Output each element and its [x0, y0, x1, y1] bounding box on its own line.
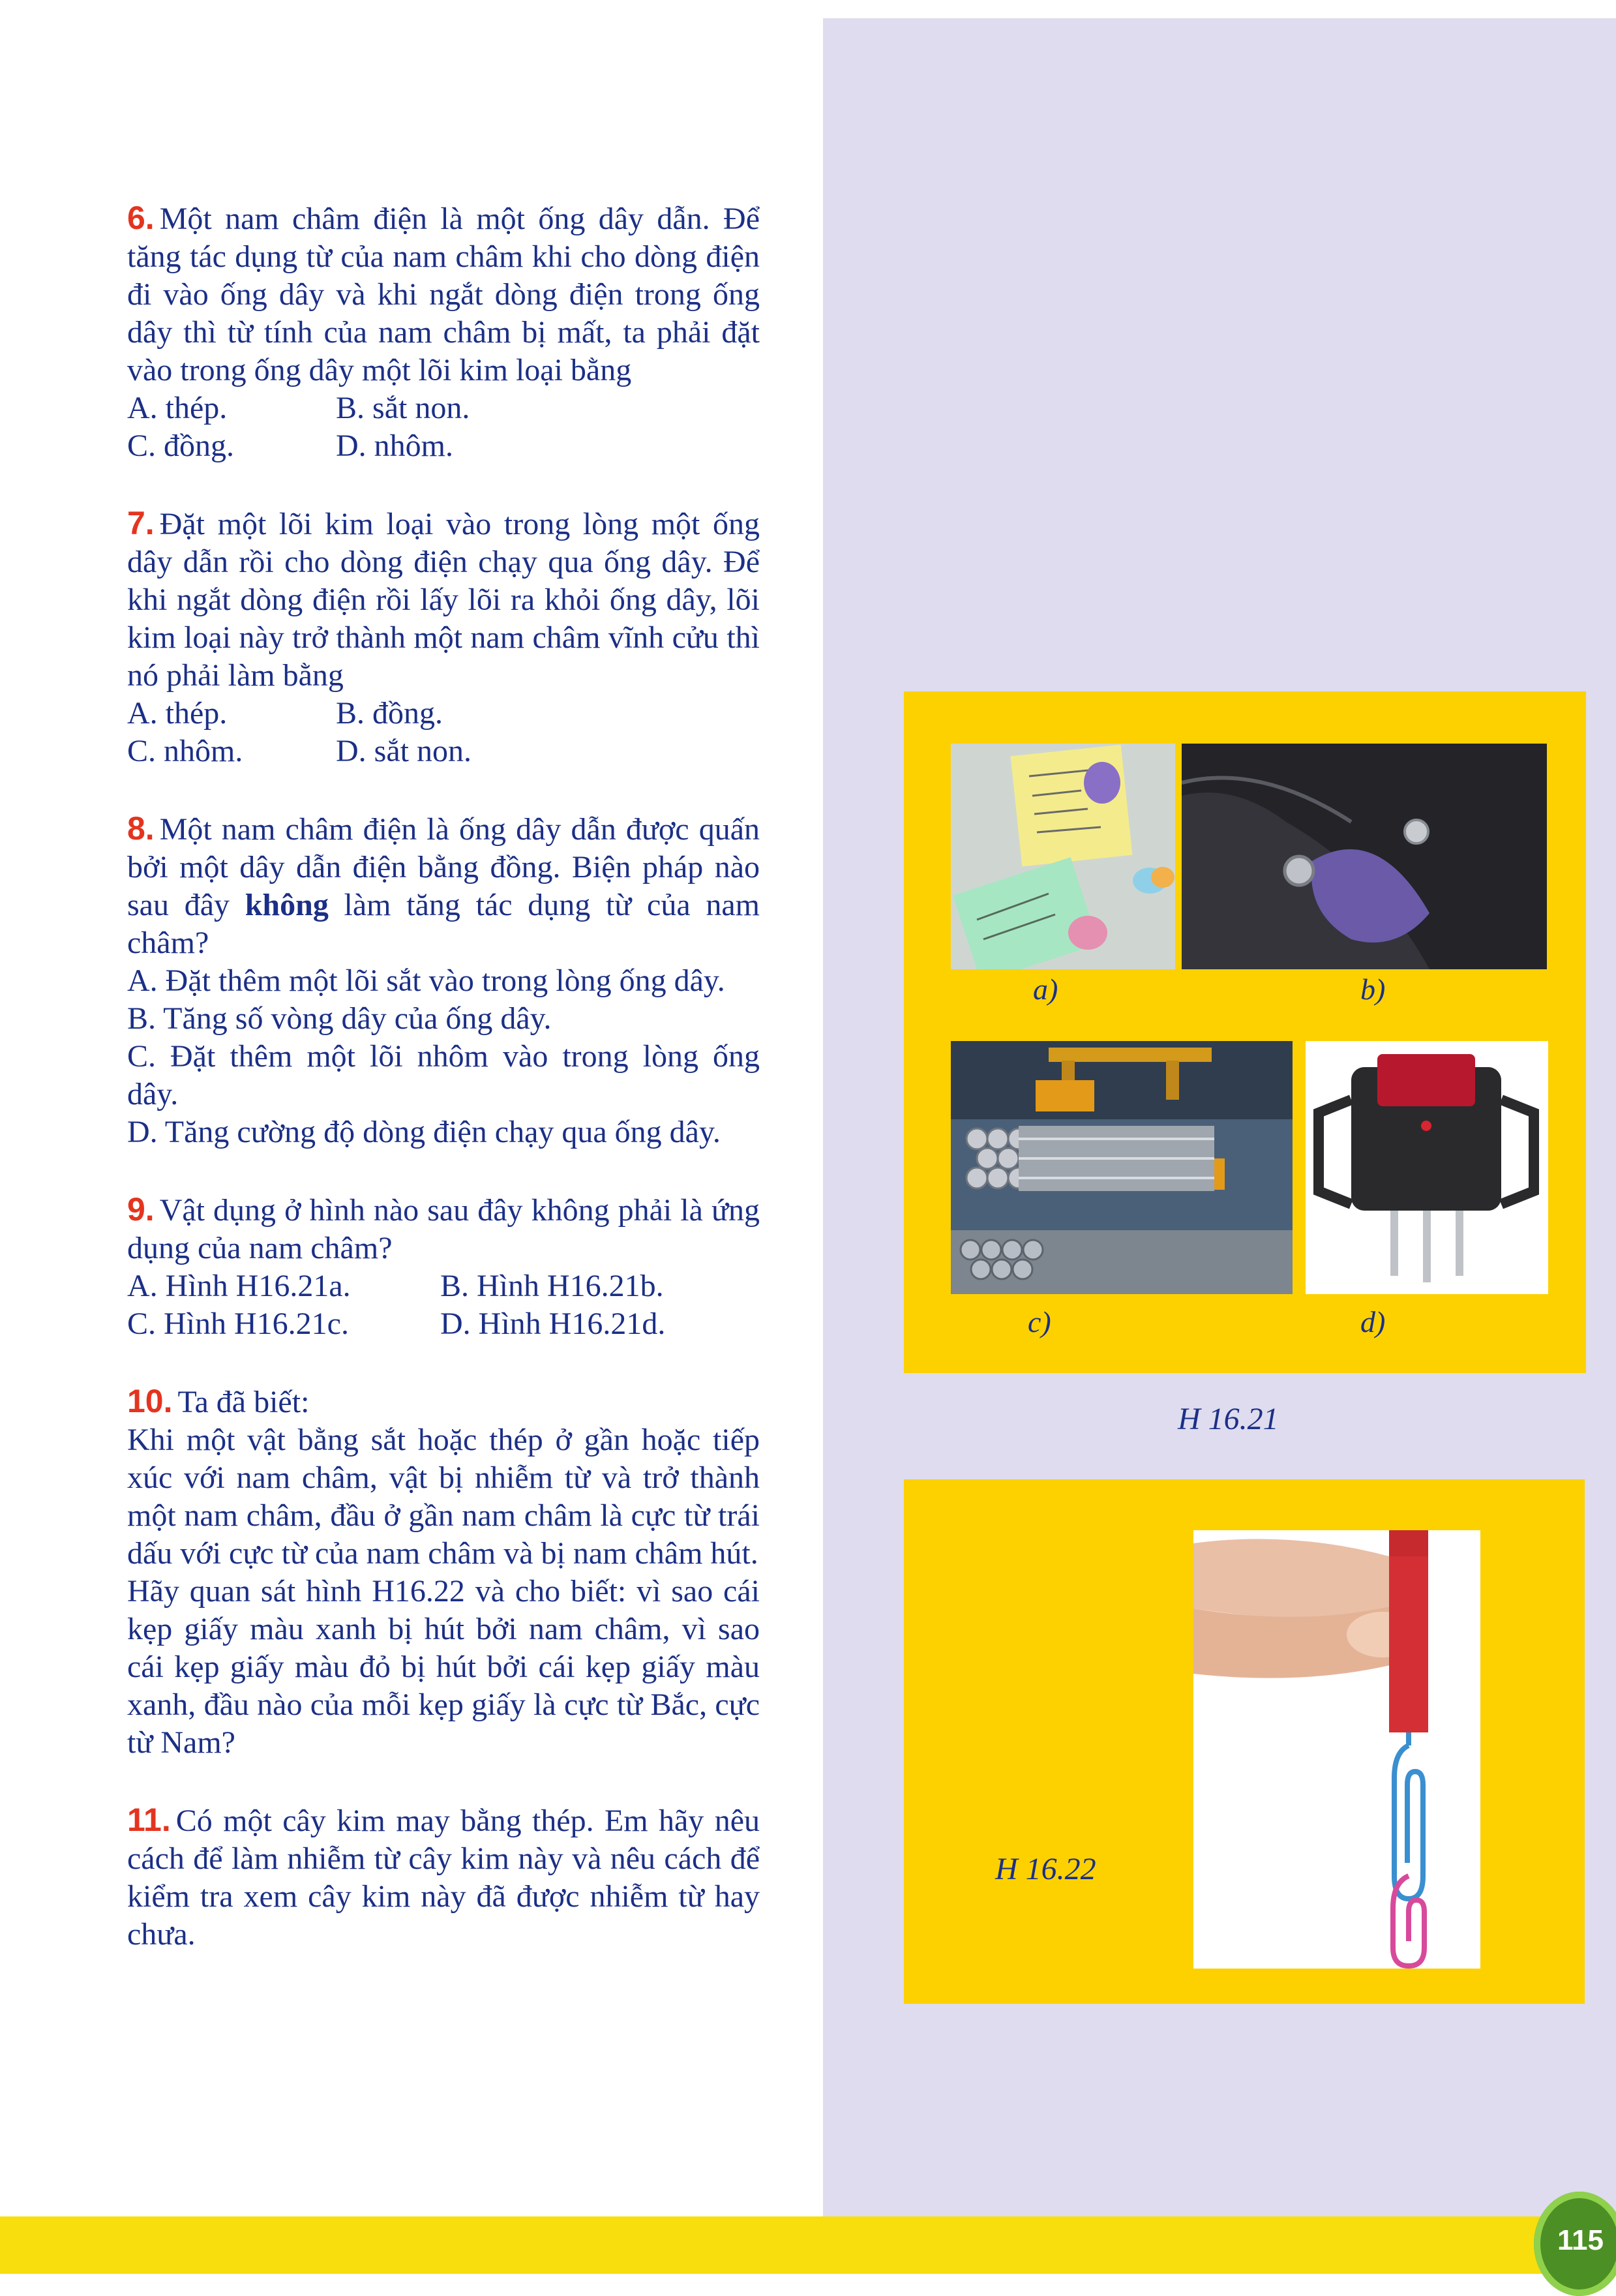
option-a: A. thép.: [127, 696, 228, 731]
question-text-bold: không: [245, 888, 329, 922]
option-b: B. Hình H16.21b.: [440, 1269, 664, 1303]
option-c: C. Hình H16.21c.: [127, 1307, 349, 1341]
question-number: 8.: [127, 810, 155, 847]
question-paragraph-1: Khi một vật bằng sắt hoặc thép ở gần hoặc tiếp xúc với nam châm, vật bị nhiễm từ và trở thành một nam châm, đầu ở gần nam châm là cực từ trái dấu với cực từ của nam châm và bị nam châm hút.: [127, 1423, 760, 1571]
photo-magnet-paperclips: [1193, 1530, 1480, 1969]
photo-magnetic-snap: [1182, 744, 1547, 969]
option-c: C. đồng.: [127, 429, 235, 463]
option-b: B. đồng.: [336, 696, 443, 731]
question-text-before: Một nam châm điện là ống dây dẫn được quấn bởi một dây dẫn điện bằng đồng. Biện pháp nào sau đây: [127, 812, 760, 922]
question-6: [127, 199, 760, 465]
question-number: 9.: [127, 1191, 155, 1228]
question-10: [127, 1382, 760, 1762]
caption-a: a): [1033, 973, 1058, 1006]
question-text-after: làm tăng tác dụng từ của nam châm?: [127, 888, 760, 960]
caption-c: c): [1028, 1305, 1051, 1338]
question-11: [127, 1801, 760, 1954]
question-number: 6.: [127, 200, 155, 236]
option-d: D. sắt non.: [336, 734, 471, 768]
question-8: [127, 809, 760, 1151]
footer-bar: [0, 2216, 1616, 2274]
question-7: [127, 504, 760, 770]
photo-magnetic-crane: [951, 1041, 1293, 1294]
option-c: C. Đặt thêm một lõi nhôm vào trong lòng ống dây.: [127, 1039, 760, 1111]
question-text: Có một cây kim may bằng thép. Em hãy nêu cách để làm nhiễm từ cây kim này và nêu cách để kiểm tra xem cây kim này đã được nhiễm từ hay chưa.: [127, 1804, 760, 1952]
option-c: C. nhôm.: [127, 734, 243, 768]
option-d: D. Hình H16.21d.: [440, 1307, 666, 1341]
question-number: 10.: [127, 1383, 173, 1419]
option-a: A. Đặt thêm một lõi sắt vào trong lòng ống dây.: [127, 963, 725, 998]
option-d: D. Tăng cường độ dòng điện chạy qua ống dây.: [127, 1115, 721, 1149]
option-d: D. nhôm.: [336, 429, 453, 463]
option-a: A. Hình H16.21a.: [127, 1269, 351, 1303]
question-9: [127, 1190, 760, 1343]
question-intro: Ta đã biết:: [177, 1385, 310, 1419]
question-text: Một nam châm điện là một ống dây dẫn. Để tăng tác dụng từ của nam châm khi cho dòng điện đi vào ống dây và khi ngắt dòng điện trong ống dây thì từ tính của nam châm bị mất, ta phải đặt vào trong ống dây một lõi kim loại bằng: [127, 202, 760, 387]
figure-h16-21: [904, 691, 1586, 1373]
question-paragraph-2: Hãy quan sát hình H16.22 và cho biết: vì sao cái kẹp giấy màu xanh bị hút bởi nam châm, vì sao cái kẹp giấy màu đỏ bị hút bởi cái kẹp giấy màu xanh, đầu nào của mỗi kẹp giấy là cực từ Bắc, cực từ Nam?: [127, 1574, 760, 1760]
exercise-column: [127, 199, 760, 1993]
option-a: A. thép.: [127, 391, 228, 425]
caption-d: d): [1360, 1305, 1386, 1338]
figure-h16-22: [904, 1479, 1585, 2004]
question-number: 11.: [127, 1802, 171, 1838]
page-number: 115: [1557, 2224, 1604, 2256]
option-b: B. Tăng số vòng dây của ống dây.: [127, 1001, 552, 1036]
question-text: Vật dụng ở hình nào sau đây không phải là ứng dụng của nam châm?: [127, 1193, 760, 1265]
option-b: B. sắt non.: [336, 391, 470, 425]
figure-h16-22-label: H 16.22: [995, 1852, 1096, 1886]
figure-h16-21-label: H 16.21: [1178, 1402, 1279, 1436]
question-number: 7.: [127, 505, 155, 541]
caption-b: b): [1360, 973, 1386, 1006]
photo-fridge-magnets: [951, 744, 1175, 969]
question-text: Đặt một lõi kim loại vào trong lòng một ống dây dẫn rồi cho dòng điện chạy qua ống dây. Để khi ngắt dòng điện rồi lấy lõi ra khỏi ống dây, lõi kim loại này trở thành một nam châm vĩnh cửu thì nó phải làm bằng: [127, 507, 760, 693]
photo-rocker-switch: [1306, 1041, 1548, 1294]
